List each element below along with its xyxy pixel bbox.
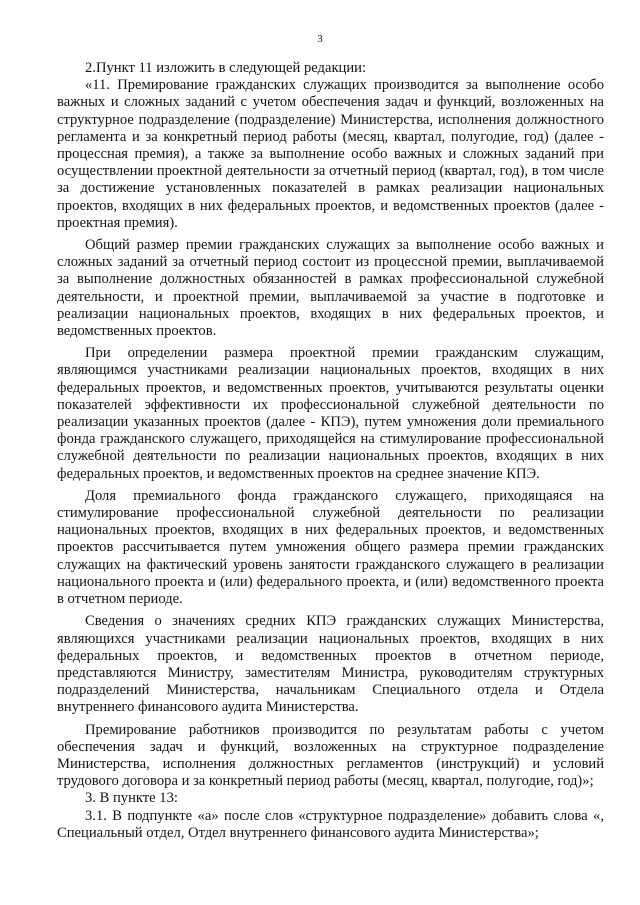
paragraph-project-bonus-kpi: При определении размера проектной премии гражданским служащим, являющимся участниками реализации национальных проектов, входящих в них федеральных проектов, и ведомственных проектов, учитываются результаты оценки показателей эффективности их профессиональной служебной деятельности по реализации указанных проектов (далее - КПЭ), путем умножения доли премиального фонда гражданского служащего, приходящейся на стимулирование профессиональной служебной деятельности по реализации национальных проектов, входящих в них федеральных проектов, и ведомственных проектов на среднее значение КПЭ. xyxy=(57,345,604,482)
paragraph-total-bonus: Общий размер премии гражданских служащих за выполнение особо важных и сложных заданий за отчетный период состоит из процессной премии, выплачиваемой за выполнение должностных обязанностей в рамках профессиональной служебной деятельности, и проектной премии, выплачиваемой за участие в подготовке и реализации национальных проектов, входящих в них федеральных проектов, и ведомственных проектов. xyxy=(57,237,604,340)
paragraph-clause-2-heading: 2.Пункт 11 изложить в следующей редакции: xyxy=(85,60,367,76)
document-body xyxy=(57,60,604,842)
paragraph-clause-3-1: 3.1. В подпункте «а» после слов «структурное подразделение» добавить слова «, Специальный отдел, Отдел внутреннего финансового аудита Министерства»; xyxy=(57,807,604,841)
paragraph-bonus-fund-share: Доля премиального фонда гражданского служащего, приходящаяся на стимулирование профессиональной служебной деятельности по реализации национальных проектов, входящих в них федеральных проектов, и ведомственных проектов рассчитывается путем умножения общего размера премии гражданских служащих на фактический уровень занятости гражданского служащего в реализации национального проекта и (или) федерального проекта, и (или) ведомственного проекта в отчетном периоде. xyxy=(57,487,604,608)
paragraph-employee-bonus: Премирование работников производится по результатам работы с учетом обеспечения задач и функций, возложенных на структурное подразделение Министерства, исполнения должностных регламентов (инструкций) и условий трудового договора и за конкретный период работы (месяц, квартал, полугодие, год)»; xyxy=(57,721,604,790)
page-number: 3 xyxy=(317,33,323,45)
paragraph-kpi-reporting: Сведения о значениях средних КПЭ гражданских служащих Министерства, являющихся участниками реализации национальных проектов, входящих в них федеральных проектов, и ведомственных проектов в отчетном периоде, представляются Министру, заместителям Министра, руководителям структурных подразделений Министерства, начальникам Специального отдела и Отдела внутреннего финансового аудита Министерства. xyxy=(57,613,604,716)
paragraph-clause-3-heading: 3. В пункте 13: xyxy=(85,790,178,807)
paragraph-clause-11-text: «11. Премирование гражданских служащих производится за выполнение особо важных и сложных заданий с учетом обеспечения задач и функций, возложенных на структурное подразделение (подразделение) Министерства, исполнения должностного регламента и за конкретный период работы (месяц, квартал, полугодие, год) (далее - процессная премия), а также за выполнение особо важных и сложных заданий при осуществлении проектной деятельности за отчетный период (квартал, год), в том числе за достижение установленных показателей в рамках реализации национальных проектов, входящих в них федеральных проектов, и ведомственных проектов (далее - проектная премия). xyxy=(57,77,604,231)
